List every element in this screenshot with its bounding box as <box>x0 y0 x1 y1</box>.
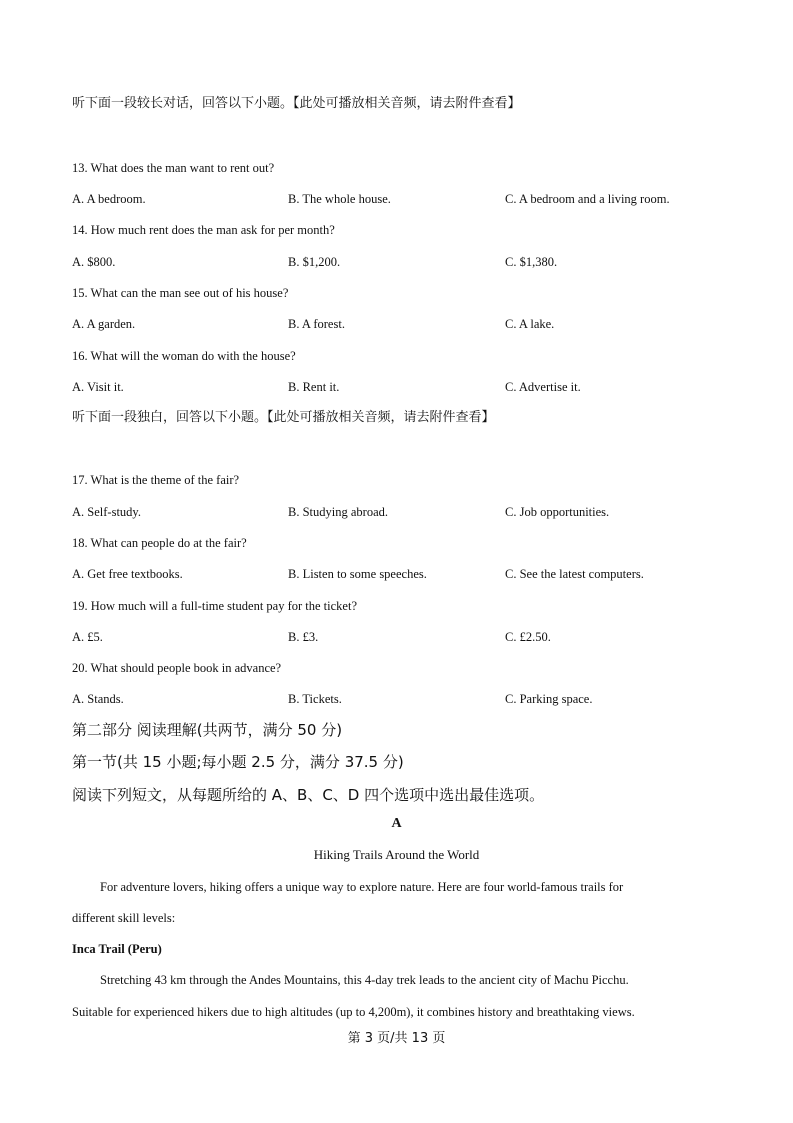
option-18-a: A. Get free textbooks. <box>72 567 183 581</box>
option-19-b: B. £3. <box>288 630 319 644</box>
option-13-b: B. The whole house. <box>288 192 391 206</box>
option-18-b: B. Listen to some speeches. <box>288 567 427 581</box>
passage-intro-line1: For adventure lovers, hiking offers a unique way to explore nature. Here are four world-famous trails for <box>100 880 624 894</box>
option-17-c: C. Job opportunities. <box>505 505 610 519</box>
option-16-a: A. Visit it. <box>72 380 124 394</box>
option-14-c: C. $1,380. <box>505 255 558 269</box>
option-17-a: A. Self-study. <box>72 505 141 519</box>
question-15: 15. What can the man see out of his house? <box>72 286 289 300</box>
option-15-a: A. A garden. <box>72 317 136 331</box>
section2-intro: 听下面一段独白，回答以下小题。【此处可播放相关音频，请去附件查看】 <box>72 410 495 425</box>
question-20: 20. What should people book in advance? <box>72 661 282 675</box>
option-15-b: B. A forest. <box>288 317 345 331</box>
option-16-c: C. Advertise it. <box>505 380 581 394</box>
passage-title: Hiking Trails Around the World <box>313 847 480 862</box>
option-15-c: C. A lake. <box>505 317 555 331</box>
option-13-c: C. A bedroom and a living room. <box>505 192 670 206</box>
option-13-a: A. A bedroom. <box>72 192 146 206</box>
option-18-c: C. See the latest computers. <box>505 567 644 581</box>
option-20-b: B. Tickets. <box>288 692 342 706</box>
question-19: 19. How much will a full-time student pay for the ticket? <box>72 599 357 613</box>
instructions: 阅读下列短文，从每题所给的 A、B、C、D 四个选项中选出最佳选项。 <box>72 786 545 804</box>
question-13: 13. What does the man want to rent out? <box>72 161 275 175</box>
question-18: 18. What can people do at the fair? <box>72 536 247 550</box>
option-14-a: A. $800. <box>72 255 116 269</box>
question-14: 14. How much rent does the man ask for per month? <box>72 223 335 237</box>
page-footer: 第 3 页/共 13 页 <box>347 1031 446 1046</box>
option-19-a: A. £5. <box>72 630 103 644</box>
section1-intro: 听下面一段较长对话，回答以下小题。【此处可播放相关音频，请去附件查看】 <box>72 96 521 111</box>
question-16: 16. What will the woman do with the house? <box>72 349 296 363</box>
trail1-line2: Suitable for experienced hikers due to high altitudes (up to 4,200m), it combines history and breathtaking views. <box>72 1005 635 1019</box>
option-19-c: C. £2.50. <box>505 630 551 644</box>
option-20-a: A. Stands. <box>72 692 124 706</box>
trail1-line1: Stretching 43 km through the Andes Mountains, this 4-day trek leads to the ancient city of Machu Picchu. <box>100 973 629 987</box>
trail1-name: Inca Trail (Peru) <box>72 942 162 956</box>
option-14-b: B. $1,200. <box>288 255 341 269</box>
question-17: 17. What is the theme of the fair? <box>72 473 240 487</box>
section-heading: 第一节(共 15 小题;每小题 2.5 分，满分 37.5 分) <box>72 753 404 771</box>
passage-label: A <box>391 816 402 831</box>
passage-intro-line2: different skill levels: <box>72 911 176 925</box>
option-16-b: B. Rent it. <box>288 380 340 394</box>
option-20-c: C. Parking space. <box>505 692 593 706</box>
part2-heading: 第二部分 阅读理解(共两节，满分 50 分) <box>72 721 343 739</box>
option-17-b: B. Studying abroad. <box>288 505 388 519</box>
